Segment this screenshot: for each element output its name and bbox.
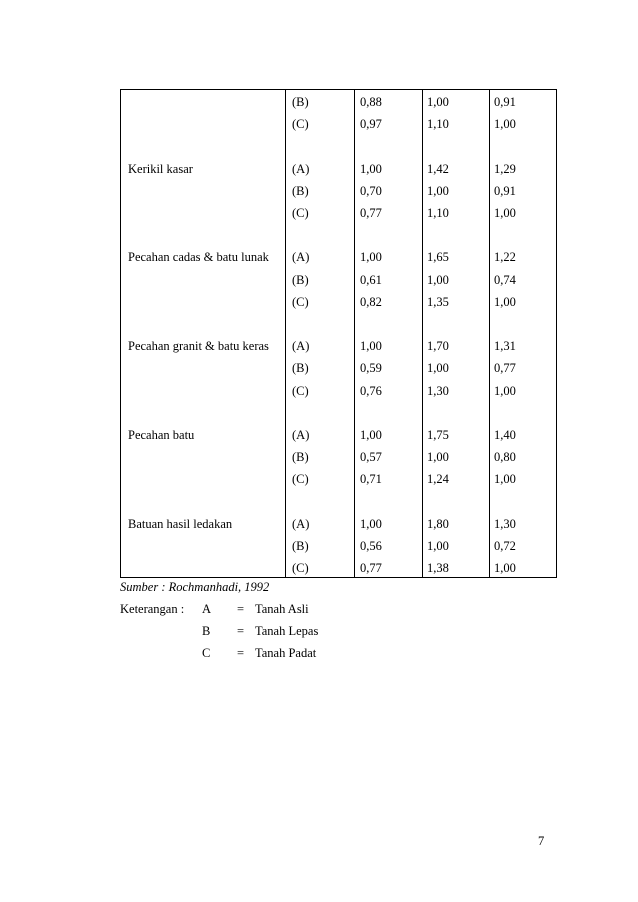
factor-cell: 1,29 [494,161,516,176]
factor-cell: 1,24 [427,472,449,487]
soil-condition-cell: (B) [292,183,309,198]
factor-cell: 1,42 [427,161,449,176]
factor-cell: 1,00 [427,450,449,465]
factor-cell: 1,00 [360,516,382,531]
table-divider [422,90,423,577]
soil-condition-cell: (A) [292,250,310,265]
factor-cell: 1,65 [427,250,449,265]
material-name-cell: Pecahan batu [128,428,195,442]
factor-cell: 1,40 [494,428,516,442]
factor-cell: 1,00 [494,206,516,220]
factor-cell: 1,00 [494,294,516,309]
soil-condition-cell: (C) [292,206,309,220]
conversion-factor-table [120,89,557,578]
factor-cell: 0,77 [360,561,382,576]
table-divider [354,90,355,577]
factor-cell: 0,76 [360,383,382,398]
soil-condition-cell: (A) [292,428,310,442]
table-divider [489,90,490,577]
soil-condition-cell: (A) [292,339,310,354]
factor-cell: 1,00 [427,539,449,553]
factor-cell: 1,70 [427,339,449,354]
legend-equals: = [237,624,245,638]
table-divider [285,90,286,577]
factor-cell: 0,80 [494,450,516,465]
factor-cell: 0,91 [494,183,516,198]
factor-cell: 0,74 [494,272,516,287]
factor-cell: 1,30 [494,516,516,531]
material-name-cell: Pecahan granit & batu keras [128,339,269,354]
factor-cell: 0,88 [360,95,382,109]
factor-cell: 0,56 [360,539,382,553]
material-name-cell: Kerikil kasar [128,161,193,176]
legend-equals: = [237,602,245,616]
factor-cell: 1,00 [494,117,516,132]
factor-cell: 1,10 [427,117,449,132]
factor-cell: 0,59 [360,361,382,376]
factor-cell: 1,00 [427,361,449,376]
factor-cell: 1,75 [427,428,449,442]
soil-condition-cell: (C) [292,472,309,487]
factor-cell: 1,00 [427,183,449,198]
soil-condition-cell: (B) [292,95,309,109]
factor-cell: 1,00 [494,383,516,398]
legend-key: C [202,646,211,660]
factor-cell: 1,00 [427,95,449,109]
page-number: 7 [538,834,545,848]
factor-cell: 1,00 [360,428,382,442]
factor-cell: 0,70 [360,183,382,198]
factor-cell: 0,57 [360,450,382,465]
legend-key: A [202,602,212,616]
factor-cell: 1,80 [427,516,449,531]
soil-condition-cell: (A) [292,516,310,531]
factor-cell: 0,71 [360,472,382,487]
material-name-cell: Pecahan cadas & batu lunak [128,250,269,265]
factor-cell: 0,82 [360,294,382,309]
factor-cell: 1,00 [494,472,516,487]
factor-cell: 0,72 [494,539,516,553]
factor-cell: 1,00 [360,161,382,176]
legend-text: Tanah Padat [255,646,317,660]
soil-condition-cell: (C) [292,383,309,398]
factor-cell: 1,00 [427,272,449,287]
factor-cell: 1,22 [494,250,516,265]
soil-condition-cell: (B) [292,539,309,553]
factor-cell: 1,00 [360,339,382,354]
soil-condition-cell: (C) [292,294,309,309]
factor-cell: 1,35 [427,294,449,309]
legend-equals: = [237,646,245,660]
factor-cell: 0,77 [494,361,516,376]
soil-condition-cell: (C) [292,561,309,576]
soil-condition-cell: (B) [292,272,309,287]
factor-cell: 1,31 [494,339,516,354]
legend-key: B [202,624,211,638]
legend-text: Tanah Lepas [255,624,319,638]
soil-condition-cell: (A) [292,161,310,176]
factor-cell: 1,30 [427,383,449,398]
factor-cell: 1,38 [427,561,449,576]
soil-condition-cell: (B) [292,450,309,465]
factor-cell: 0,91 [494,95,516,109]
factor-cell: 1,00 [494,561,516,576]
factor-cell: 0,61 [360,272,382,287]
factor-cell: 0,97 [360,117,382,132]
table-source: Sumber : Rochmanhadi, 1992 [120,580,270,594]
legend-text: Tanah Asli [255,602,309,616]
factor-cell: 1,10 [427,206,449,220]
legend-label: Keterangan : [120,602,185,616]
factor-cell: 0,77 [360,206,382,220]
factor-cell: 1,00 [360,250,382,265]
material-name-cell: Batuan hasil ledakan [128,516,233,531]
soil-condition-cell: (B) [292,361,309,376]
soil-condition-cell: (C) [292,117,309,132]
